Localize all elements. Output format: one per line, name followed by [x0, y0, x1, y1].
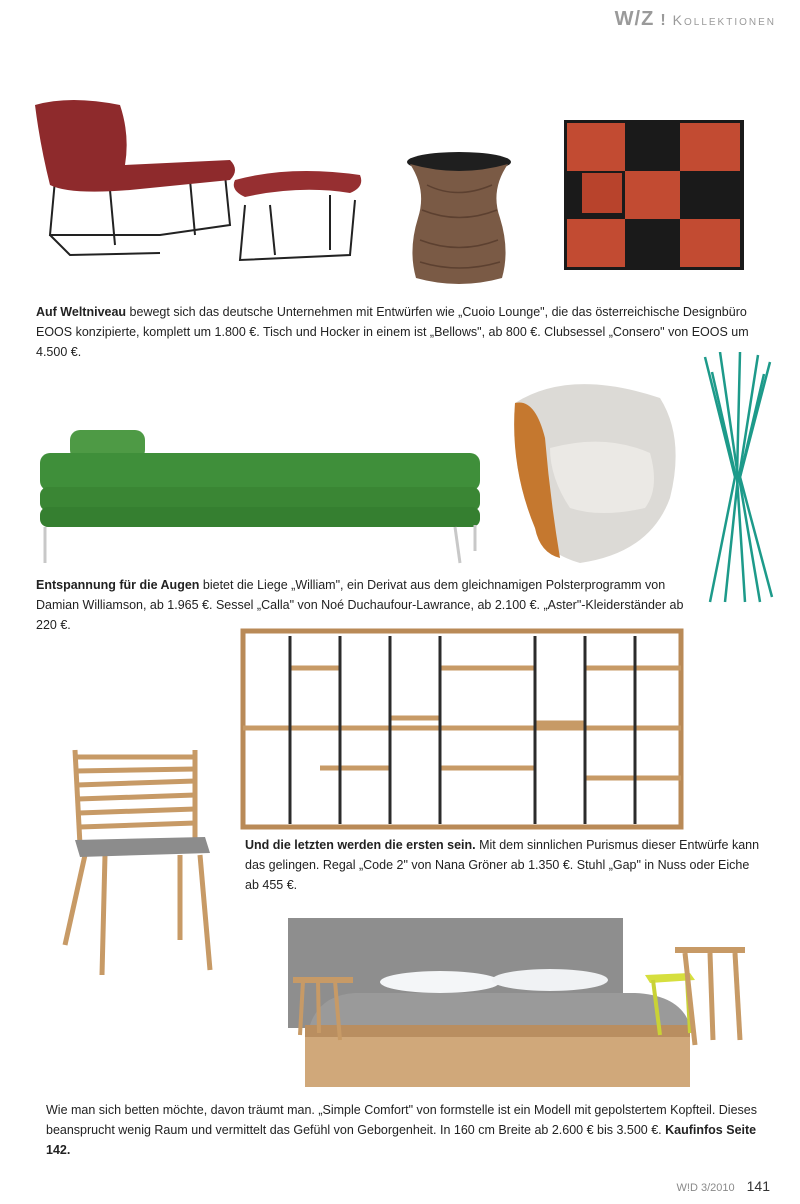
ottoman-leather — [234, 171, 362, 197]
page-footer — [677, 1178, 770, 1194]
page-header — [615, 8, 776, 31]
consero-chair-image — [562, 118, 747, 273]
cuoio-lounge-image — [30, 95, 370, 275]
william-daybed-image — [35, 425, 485, 565]
caption-1-lead: Auf Weltniveau — [36, 305, 127, 319]
gap-chair-image — [60, 745, 220, 980]
page-number: 141 — [746, 1178, 770, 1194]
caption-collection-2 — [36, 575, 696, 635]
lounge-seat-leather — [35, 100, 235, 192]
caption-2-lead: Entspannung für die Augen — [36, 578, 200, 592]
caption-collection-3 — [245, 835, 765, 895]
aster-coat-stand-image — [700, 352, 775, 607]
caption-2-text: bietet die Liege „William", ein Derivat aus dem gleichnamigen Polsterprogramm von Damian Williamson, ab 1.965 €. Sessel „Calla" von Noé Duchaufour-Lawrance, ab 2.100 €. „Aster"-Kleiderständer ab 220 €. — [36, 578, 684, 632]
caption-3-lead: Und die letzten werden die ersten sein. — [245, 838, 476, 852]
caption-collection-1 — [36, 302, 764, 362]
bellows-stool-image — [402, 150, 517, 285]
caption-4-reference: Kaufinfos Seite 142. — [46, 1123, 757, 1157]
issue-label: W!D 3/2010 — [676, 1182, 735, 1194]
caption-1-text: bewegt sich das deutsche Unternehmen mit Entwürfen wie „Cuoio Lounge", die das österreichische Designbüro EOOS konzipierte, komplett um 1.800 €. Tisch und Hocker in einem ist „Bellows", ab 800 €. Clubsessel „Consero" von EOOS um 4.500 €. — [36, 305, 749, 359]
header-separator: ! — [660, 12, 667, 29]
caption-collection-4 — [46, 1100, 776, 1160]
code2-shelf-image — [240, 628, 685, 833]
magazine-mark: W/Z — [614, 8, 655, 30]
simple-comfort-bed-image — [285, 915, 750, 1090]
section-title: Kollektionen — [672, 12, 776, 28]
calla-armchair-image — [510, 378, 685, 568]
caption-3-text: Mit dem sinnlichen Purismus dieser Entwürfe kann das gelingen. Regal „Code 2" von Nana Gröner ab 1.350 €. Stuhl „Gap" in Nuss oder Eiche ab 455 €. — [245, 838, 760, 892]
caption-4-text: Wie man sich betten möchte, davon träumt man. „Simple Comfort" von formstelle ist ein Modell mit gepolstertem Kopfteil. Dieses beansprucht wenig Raum und vermittelt das Gefühl von Geborgenheit. In 160 cm Breite ab 2.600 € bis 3.500 €. — [46, 1103, 757, 1137]
